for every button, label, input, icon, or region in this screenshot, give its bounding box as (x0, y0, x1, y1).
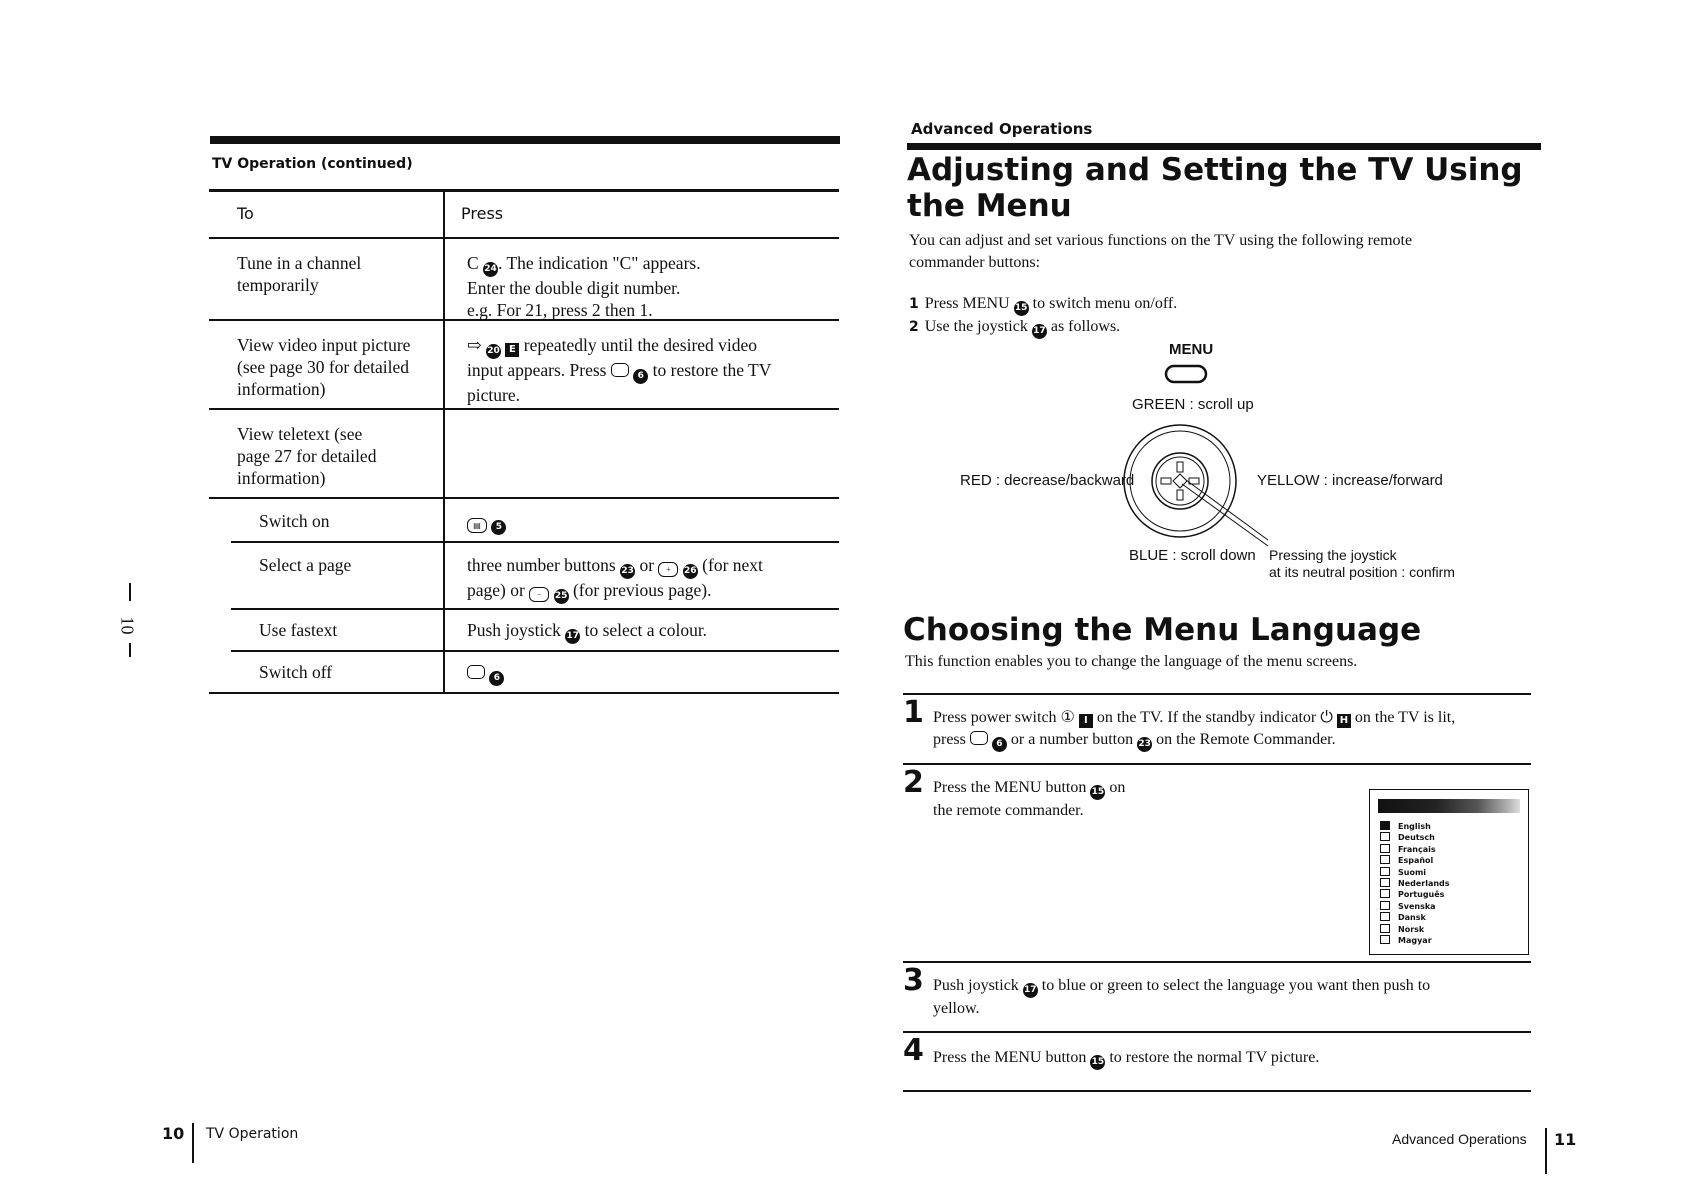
language-option: Português (1380, 889, 1450, 900)
page-down-icon: − (529, 587, 549, 602)
section-title: Choosing the Menu Language (903, 612, 1422, 648)
teletext-icon: ▤ (467, 518, 487, 533)
checkbox-icon (1380, 844, 1390, 853)
button-6-icon: 6 (633, 369, 648, 384)
language-option: Magyar (1380, 935, 1450, 946)
green-label: GREEN : scroll up (1132, 396, 1254, 413)
page-number: 11 (1554, 1130, 1577, 1149)
button-17-icon: 17 (1032, 324, 1047, 339)
button-17-icon: 17 (1023, 983, 1038, 998)
language-option: Español (1380, 855, 1450, 866)
language-option: Dansk (1380, 912, 1450, 923)
language-list (1380, 821, 1450, 946)
language-option: Svenska (1380, 901, 1450, 912)
page-number: 10 (162, 1124, 185, 1143)
intro-text: You can adjust and set various functions on the TV using the following remote commander buttons: (909, 232, 1413, 271)
button-20-icon: 20 (486, 344, 501, 359)
button-23-icon: 23 (1137, 737, 1152, 752)
menu-button-label: MENU (1169, 341, 1214, 358)
blue-label: BLUE : scroll down (1129, 547, 1256, 564)
menu-title-bar (1378, 799, 1520, 813)
button-25-icon: 25 (554, 589, 569, 604)
button-24-icon: 24 (483, 262, 498, 277)
table-header (209, 189, 839, 239)
tv-button-icon (611, 363, 629, 377)
checkbox-icon (1380, 889, 1390, 898)
page-title: Adjusting and Setting the TV Using the Menu (907, 152, 1523, 224)
language-menu-screen (1369, 789, 1529, 955)
tv-button-icon (467, 665, 485, 679)
confirm-label: Pressing the joystick at its neutral position : confirm (1269, 547, 1455, 580)
footer-divider (192, 1123, 194, 1163)
table-row: View video input picture (see page 30 for detailed information) ⇨ 20 E repeatedly until the desired video input appears. Press 6 to restore the TV picture. (209, 321, 839, 410)
indicator-e-icon: E (505, 343, 519, 357)
button-15-icon: 15 (1090, 1055, 1105, 1070)
margin-page-number: 10 (124, 583, 136, 658)
table-row: Use fastext Push joystick 17 to select a colour. (231, 610, 839, 652)
power-switch-icon: ① (1060, 709, 1075, 726)
table-row: Tune in a channel temporarily C 24. The indication "C" appears. Enter the double digit number. e.g. For 21, press 2 then 1. (209, 239, 839, 321)
button-23-icon: 23 (620, 564, 635, 579)
section-header: Advanced Operations (911, 120, 1093, 138)
procedure-step: 3 Push joystick 17 to blue or green to select the language you want then push to yellow. (903, 961, 1531, 1033)
button-15-icon: 15 (1014, 301, 1029, 316)
checkbox-icon (1380, 901, 1390, 910)
section-header: TV Operation (continued) (212, 156, 413, 172)
tv-button-icon (970, 731, 988, 745)
section-rule (907, 143, 1541, 150)
joystick-icon (1120, 418, 1270, 548)
checkbox-icon (1380, 878, 1390, 887)
input-select-icon: ⇨ (467, 335, 482, 355)
button-5-icon: 5 (491, 520, 506, 535)
language-option: Français (1380, 844, 1450, 855)
checkbox-icon (1380, 832, 1390, 841)
language-option: Norsk (1380, 924, 1450, 935)
procedure-step: 2 Press the MENU button 15 on the remote commander. (903, 763, 1531, 963)
footer-divider (1545, 1128, 1547, 1174)
footer-label: Advanced Operations (1392, 1131, 1527, 1147)
button-6-icon: 6 (992, 737, 1007, 752)
column-header-to: To (237, 204, 254, 223)
language-option: Deutsch (1380, 832, 1450, 843)
button-17-icon: 17 (565, 629, 580, 644)
checkbox-icon (1380, 924, 1390, 933)
table-row: Switch off 6 (209, 652, 839, 694)
procedure-step: 1 Press power switch ① I on the TV. If the standby indicator ⏻ H on the TV is lit, press 6 or a number button 23 on the Remote Commander. (903, 693, 1531, 765)
standby-icon: ⏻ (1320, 709, 1333, 726)
section-rule (210, 136, 840, 144)
checkbox-icon (1380, 935, 1390, 944)
footer-label: TV Operation (206, 1126, 299, 1142)
yellow-label: YELLOW : increase/forward (1257, 472, 1443, 489)
indicator-i-icon: I (1079, 714, 1093, 728)
checkbox-icon (1380, 912, 1390, 921)
button-6-icon: 6 (489, 671, 504, 686)
checkbox-icon (1380, 867, 1390, 876)
indicator-h-icon: H (1337, 714, 1351, 728)
column-header-press: Press (461, 204, 504, 223)
button-15-icon: 15 (1090, 785, 1105, 800)
section-end-rule (903, 1090, 1531, 1092)
table-row: Select a page three number buttons 23 or + 26 (for next page) or − 25 (for previous page). (231, 543, 839, 610)
red-label: RED : decrease/backward (960, 472, 1135, 489)
menu-steps: 1 Press MENU 15 to switch menu on/off. 2 Use the joystick 17 as follows. (909, 293, 1177, 339)
menu-button-icon (1160, 362, 1212, 386)
table-row: Switch on ▤ 5 (231, 499, 839, 543)
procedure-step: 4 Press the MENU button 15 to restore the normal TV picture. (903, 1031, 1531, 1091)
language-option: Nederlands (1380, 878, 1450, 889)
checked-box-icon (1380, 821, 1390, 830)
table-row: View teletext (see page 27 for detailed information) (209, 410, 839, 499)
language-option: English (1380, 821, 1450, 832)
page-up-icon: + (658, 562, 678, 577)
language-option: Suomi (1380, 867, 1450, 878)
checkbox-icon (1380, 855, 1390, 864)
button-26-icon: 26 (683, 564, 698, 579)
section-intro: This function enables you to change the language of the menu screens. (905, 653, 1358, 670)
operation-table (209, 189, 839, 694)
